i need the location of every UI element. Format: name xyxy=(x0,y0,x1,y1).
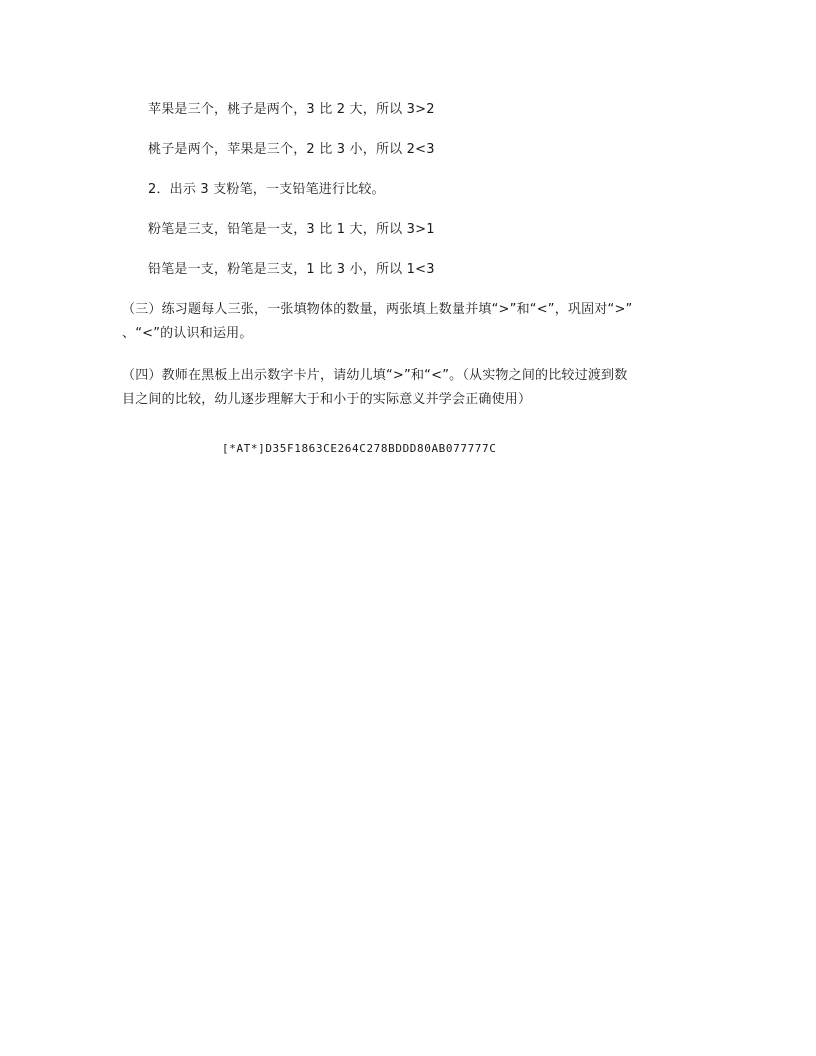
text-line-exercise-3-cont: 、“<”的认识和运用。 xyxy=(122,326,253,341)
text-line-exercise-4: （四）教师在黑板上出示数字卡片，请幼儿填“>”和“<”。（从实物之间的比较过渡到数 xyxy=(122,368,628,383)
text-line-pencil-chalk: 铅笔是一支，粉笔是三支，1 比 3 小，所以 1<3 xyxy=(148,262,435,277)
text-line-apples-peaches: 苹果是三个，桃子是两个，3 比 2 大，所以 3>2 xyxy=(148,102,435,117)
text-line-chalk-pencil-intro: 2．出示 3 支粉笔，一支铅笔进行比较。 xyxy=(148,182,385,197)
text-line-chalk-pencil: 粉笔是三支，铅笔是一支，3 比 1 大，所以 3>1 xyxy=(148,222,435,237)
document-code: [*AT*]D35F1863CE264C278BDDD80AB077777C xyxy=(222,442,497,455)
text-line-exercise-3: （三）练习题每人三张，一张填物体的数量，两张填上数量并填“>”和“<”，巩固对“>” xyxy=(122,302,633,317)
text-line-peaches-apples: 桃子是两个，苹果是三个，2 比 3 小，所以 2<3 xyxy=(148,142,435,157)
text-line-exercise-4-cont: 目之间的比较，幼儿逐步理解大于和小于的实际意义并学会正确使用） xyxy=(122,392,532,407)
